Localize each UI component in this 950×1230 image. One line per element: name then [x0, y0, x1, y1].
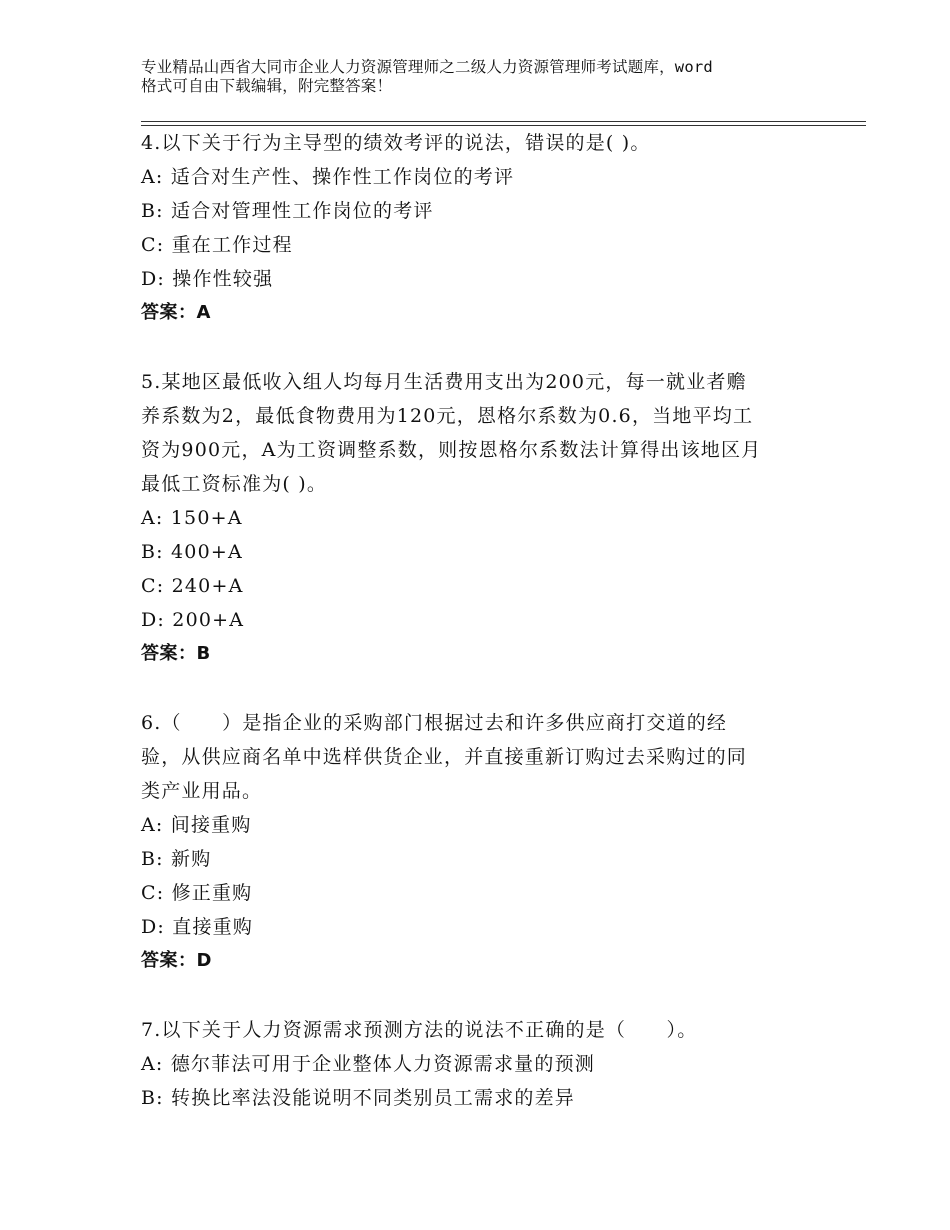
option-d: D: 操作性较强 [141, 268, 274, 290]
question-text-line: 养系数为2，最低食物费用为120元，恩格尔系数为0.6，当地平均工 [141, 405, 754, 427]
header-rule-top [141, 121, 866, 122]
option-a: A: 德尔菲法可用于企业整体人力资源需求量的预测 [141, 1053, 595, 1075]
question-text: 4.以下关于行为主导型的绩效考评的说法，错误的是( )。 [141, 132, 651, 154]
option-d: D: 200+A [141, 609, 245, 631]
answer: 答案：D [141, 950, 212, 971]
question-5 [141, 365, 821, 671]
question-text-line: 类产业用品。 [141, 780, 263, 802]
question-7 [141, 1013, 821, 1115]
option-a: A: 150+A [141, 507, 243, 529]
header-line-1: 专业精品山西省大同市企业人力资源管理师之二级人力资源管理师考试题库，word [141, 58, 713, 76]
option-a: A: 间接重购 [141, 814, 252, 836]
option-a: A: 适合对生产性、操作性工作岗位的考评 [141, 166, 515, 188]
document-header [141, 58, 831, 96]
option-b: B: 转换比率法没能说明不同类别员工需求的差异 [141, 1087, 576, 1109]
option-c: C: 修正重购 [141, 882, 253, 904]
option-c: C: 重在工作过程 [141, 234, 293, 256]
question-6 [141, 706, 821, 978]
question-text: 7.以下关于人力资源需求预测方法的说法不正确的是（ ）。 [141, 1019, 698, 1041]
option-c: C: 240+A [141, 575, 244, 597]
question-text-line: 6.（ ）是指企业的采购部门根据过去和许多供应商打交道的经 [141, 712, 728, 734]
question-text-line: 验，从供应商名单中选样供货企业，并直接重新订购过去采购过的同 [141, 746, 748, 768]
answer: 答案：A [141, 302, 211, 323]
header-line-2: 格式可自由下载编辑，附完整答案！ [141, 77, 393, 95]
answer: 答案：B [141, 643, 211, 664]
question-text-line: 资为900元，A为工资调整系数，则按恩格尔系数法计算得出该地区月 [141, 439, 762, 461]
question-text-line: 最低工资标准为( )。 [141, 473, 328, 495]
question-text-line: 5.某地区最低收入组人均每月生活费用支出为200元，每一就业者赡 [141, 371, 747, 393]
option-d: D: 直接重购 [141, 916, 254, 938]
option-b: B: 新购 [141, 848, 212, 870]
option-b: B: 适合对管理性工作岗位的考评 [141, 200, 434, 222]
option-b: B: 400+A [141, 541, 243, 563]
question-4 [141, 126, 821, 330]
